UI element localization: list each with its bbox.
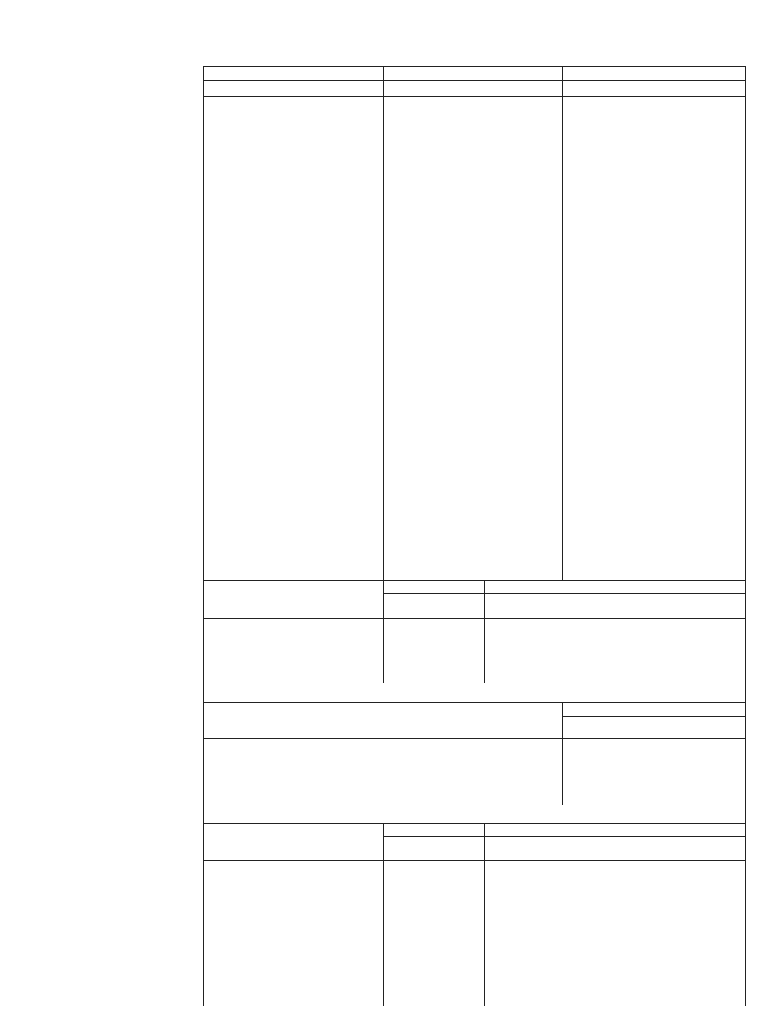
section2-col-line [203,618,745,619]
section4-sep-a [383,823,384,1006]
section4-col-line [203,860,745,861]
section2-sep-b [484,580,485,683]
section2-top-line [203,580,745,581]
year-sep-1964 [562,66,563,580]
section3-col-line [203,738,745,739]
section4-sep-b [484,823,485,1006]
section2-sep-a [383,580,384,683]
section2-mid-line [383,593,745,594]
year-divider-line [203,80,745,81]
frame-top-line [203,66,745,67]
table-title [174,38,180,53]
frame-left-line [203,66,204,1006]
year-sep-1969 [383,66,384,580]
section3-top-line [203,702,745,703]
section3-mid-line [562,716,745,717]
section4-top-line [203,823,745,824]
section3-sep [562,702,563,805]
section4-mid-line [383,836,745,837]
col-header-bottom-line [203,96,745,97]
frame-right-line [745,66,746,1006]
